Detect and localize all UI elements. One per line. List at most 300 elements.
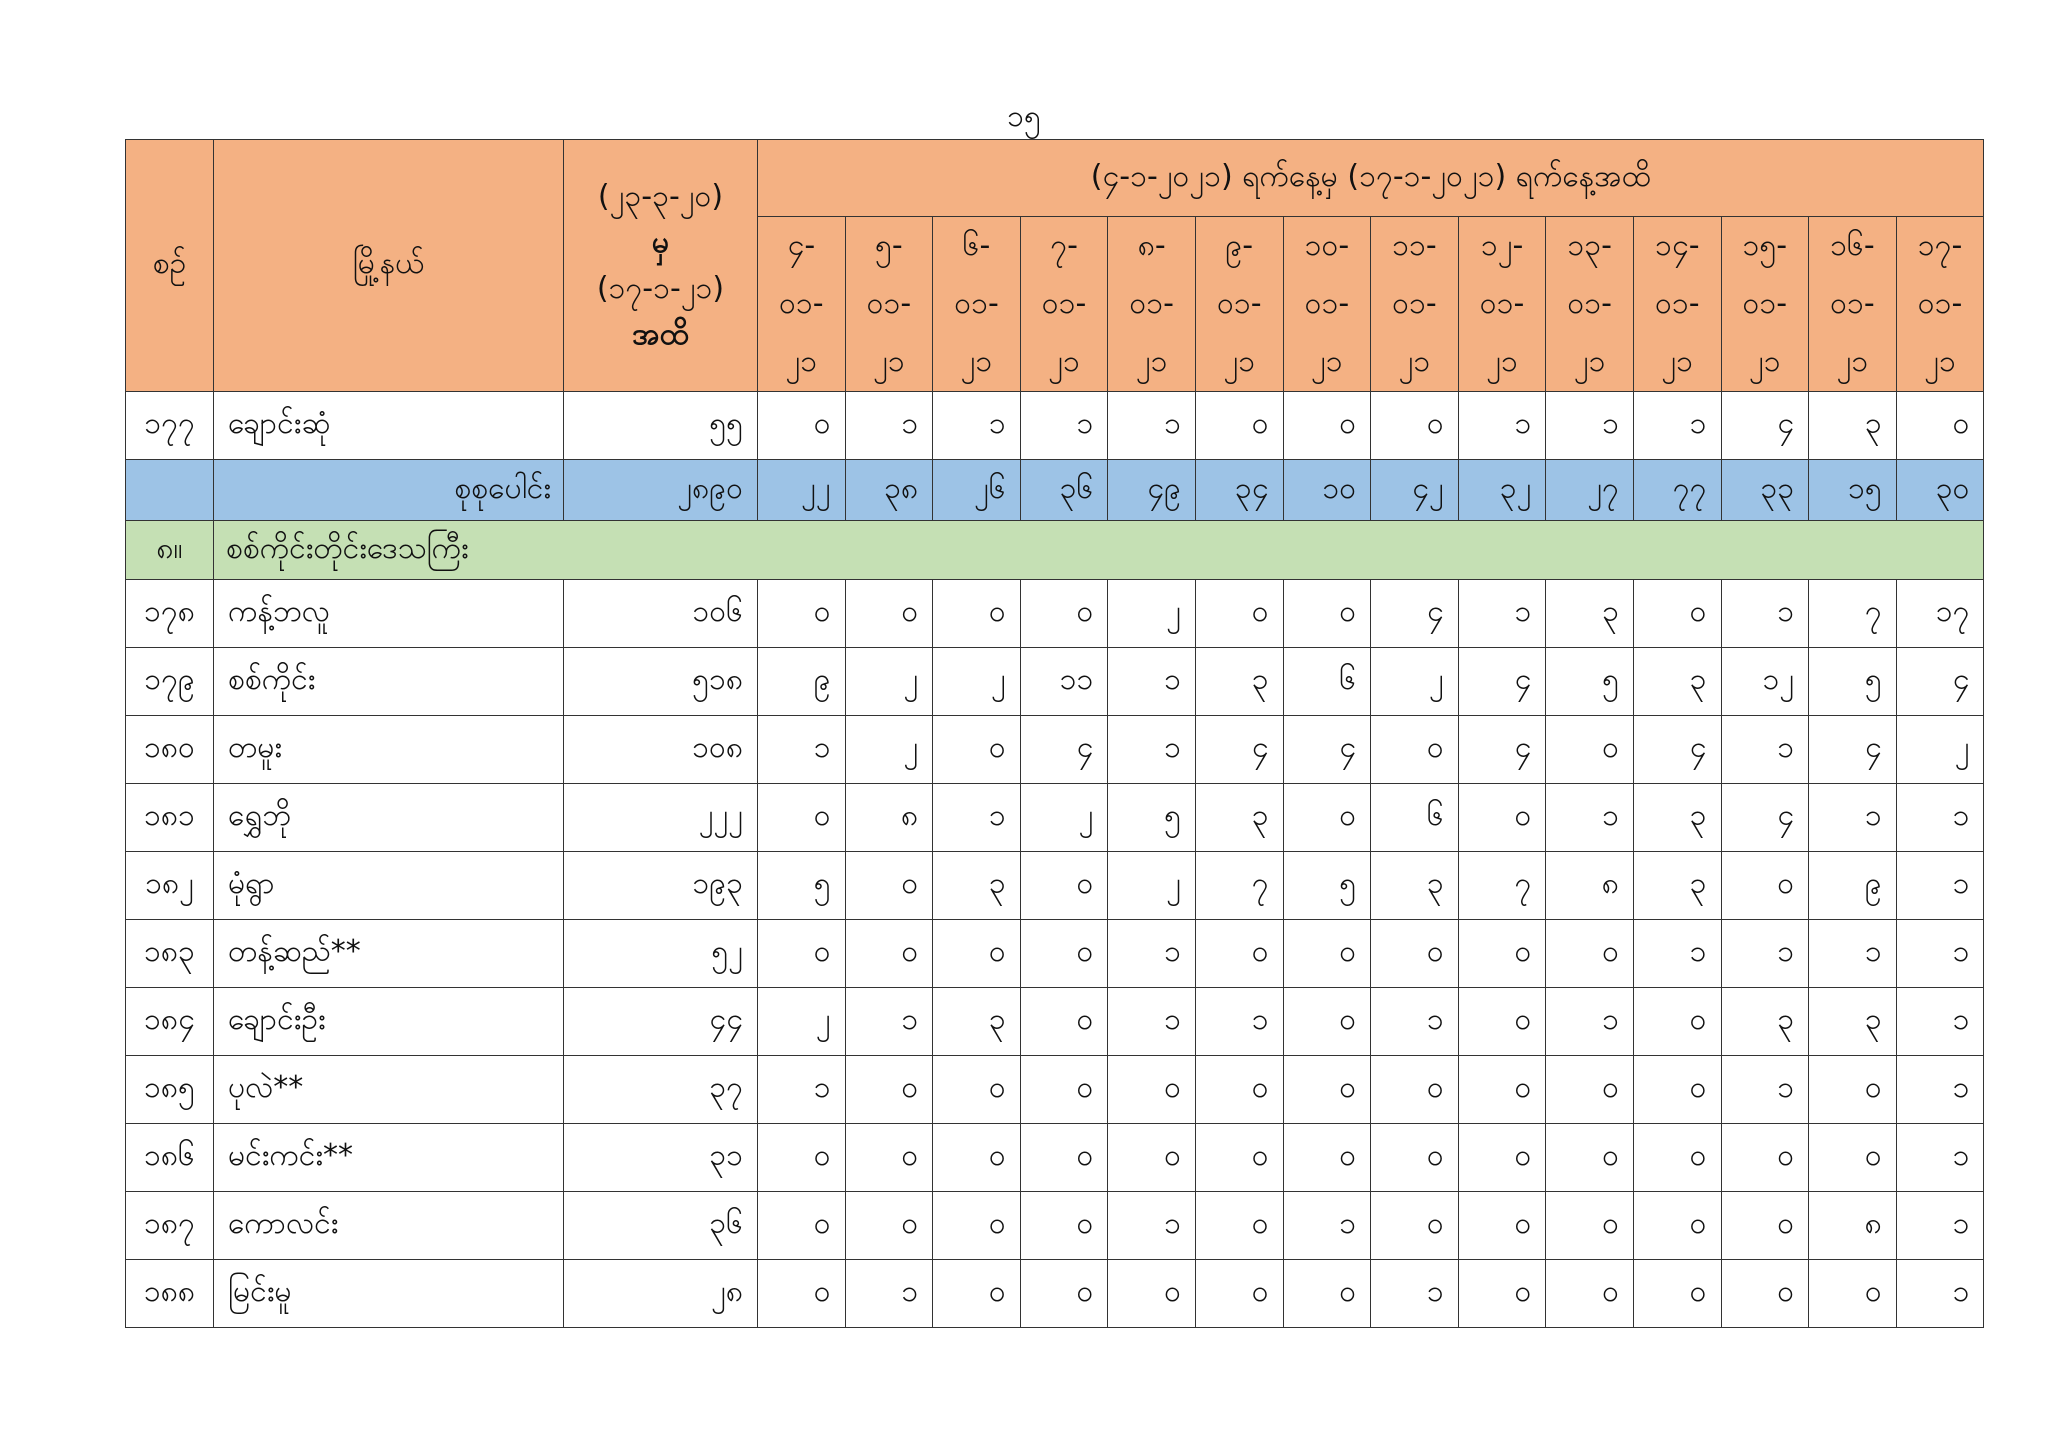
day-value-cell: ၂	[845, 716, 933, 784]
date-part: ၂၁	[785, 344, 818, 379]
header-township: မြို့နယ်	[214, 140, 564, 392]
date-part: ၆-	[962, 228, 991, 263]
day-value-cell: ၉	[758, 648, 846, 716]
day-value-cell: ၁	[1108, 392, 1196, 460]
day-value-cell: ၄	[1458, 716, 1546, 784]
day-value-cell: ၄	[1721, 784, 1809, 852]
day-value-cell: ၄	[1721, 392, 1809, 460]
day-value-cell: ၀	[1371, 1124, 1459, 1192]
day-value-cell: ၀	[845, 920, 933, 988]
day-value-cell: ၀	[1546, 920, 1634, 988]
day-value-cell: ၄	[1458, 648, 1546, 716]
day-value-cell: ၀	[1633, 1192, 1721, 1260]
day-value-cell: ၁	[1546, 784, 1634, 852]
date-part: ၂၁	[1924, 344, 1956, 379]
day-value-cell: ၂	[1020, 784, 1108, 852]
serial-cell: ၁၈၁	[126, 784, 214, 852]
cumulative-cell: ၃၆	[564, 1192, 758, 1260]
date-part: ၁၁-	[1392, 228, 1437, 263]
date-part: ၂၁	[1836, 344, 1869, 379]
day-value-cell: ၄	[1809, 716, 1897, 784]
day-value-cell: ၀	[758, 784, 846, 852]
township-cell: မင်းကင်း**	[214, 1124, 564, 1192]
day-value-cell: ၀	[845, 1124, 933, 1192]
day-value-cell: ၈	[1809, 1192, 1897, 1260]
day-value-cell: ၀	[1458, 988, 1546, 1056]
day-value-cell: ၀	[758, 920, 846, 988]
header-date-2	[845, 217, 933, 392]
day-value-cell: ၀	[1283, 784, 1371, 852]
date-part: ၂၁	[1311, 344, 1343, 379]
date-part: ၀၁-	[1216, 286, 1262, 321]
day-value-cell: ၅	[1546, 648, 1634, 716]
day-value-cell: ၃	[1809, 392, 1897, 460]
day-value-cell: ၂၆	[933, 460, 1021, 521]
day-value-cell: ၁	[1896, 784, 1984, 852]
township-cell: တမူး	[214, 716, 564, 784]
day-value-cell: ၀	[1896, 392, 1984, 460]
day-value-cell: ၀	[1020, 1124, 1108, 1192]
day-value-cell: ၄	[1896, 648, 1984, 716]
header-row-1	[126, 140, 1984, 217]
day-value-cell: ၀	[1371, 1192, 1459, 1260]
day-value-cell: ၀	[1195, 1056, 1283, 1124]
day-value-cell: ၁	[1721, 1056, 1809, 1124]
day-value-cell: ၀	[1546, 1124, 1634, 1192]
date-part: ၀၁-	[1742, 286, 1788, 321]
date-part: ၀၁-	[866, 286, 912, 321]
region-number: ၈။	[126, 521, 214, 580]
day-value-cell: ၁	[1546, 392, 1634, 460]
serial-cell: ၁၇၉	[126, 648, 214, 716]
day-value-cell: ၀	[1633, 1056, 1721, 1124]
table-row	[126, 852, 1984, 920]
day-value-cell: ၀	[1458, 1124, 1546, 1192]
cumulative-cell: ၃၇	[564, 1056, 758, 1124]
day-value-cell: ၁	[1108, 1192, 1196, 1260]
day-value-cell: ၀	[1020, 988, 1108, 1056]
day-value-cell: ၀	[1195, 920, 1283, 988]
table-row	[126, 1124, 1984, 1192]
day-value-cell: ၀	[1546, 716, 1634, 784]
day-value-cell: ၃၆	[1020, 460, 1108, 521]
day-value-cell: ၀	[1371, 392, 1459, 460]
date-part: ၀၁-	[954, 286, 999, 321]
day-value-cell: ၀	[1195, 1124, 1283, 1192]
township-cell: ကောလင်း	[214, 1192, 564, 1260]
day-value-cell: ၂	[845, 648, 933, 716]
day-value-cell: ၀	[1108, 1124, 1196, 1192]
day-value-cell: ၀	[933, 1124, 1021, 1192]
township-cell: တန့်ဆည်**	[214, 920, 564, 988]
header-date-9	[1458, 217, 1546, 392]
date-part: ၅-	[875, 228, 903, 263]
day-value-cell: ၇	[1809, 580, 1897, 648]
day-value-cell: ၁	[845, 392, 933, 460]
date-part: ၉-	[1225, 228, 1254, 263]
day-value-cell: ၀	[1195, 1192, 1283, 1260]
date-part: ၇-	[1050, 228, 1078, 263]
day-value-cell: ၅	[758, 852, 846, 920]
day-value-cell: ၃၈	[845, 460, 933, 521]
header-serial: စဉ်	[126, 140, 214, 392]
day-value-cell: ၀	[933, 716, 1021, 784]
day-value-cell: ၉	[1809, 852, 1897, 920]
township-cell: ချောင်းဆုံ	[214, 392, 564, 460]
day-value-cell: ၁၀	[1283, 460, 1371, 521]
day-value-cell: ၀	[933, 1192, 1021, 1260]
day-value-cell: ၆	[1283, 648, 1371, 716]
day-value-cell: ၃	[933, 852, 1021, 920]
day-value-cell: ၁	[1633, 920, 1721, 988]
date-part: ၈-	[1137, 228, 1166, 263]
day-value-cell: ၈	[1546, 852, 1634, 920]
day-value-cell: ၁၇	[1896, 580, 1984, 648]
day-value-cell: ၂၂	[758, 460, 846, 521]
date-part: ၂၁	[1661, 344, 1694, 379]
day-value-cell: ၈	[845, 784, 933, 852]
day-value-cell: ၁	[758, 716, 846, 784]
township-cell: ချောင်းဦး	[214, 988, 564, 1056]
day-value-cell: ၀	[845, 1192, 933, 1260]
day-value-cell: ၃	[1195, 784, 1283, 852]
date-part: ၄-	[787, 228, 816, 263]
header-date-14	[1896, 217, 1984, 392]
header-cumulative	[564, 140, 758, 392]
day-value-cell: ၀	[1020, 1056, 1108, 1124]
day-value-cell: ၁	[1108, 716, 1196, 784]
day-value-cell: ၁	[1633, 392, 1721, 460]
day-value-cell: ၄	[1633, 716, 1721, 784]
region-name: စစ်ကိုင်းတိုင်းဒေသကြီး	[214, 521, 1984, 580]
date-part: ၀၁-	[1917, 286, 1963, 321]
day-value-cell: ၃၄	[1195, 460, 1283, 521]
day-value-cell: ၁	[845, 1260, 933, 1328]
day-value-cell: ၂	[758, 988, 846, 1056]
header-date-7	[1283, 217, 1371, 392]
township-cell: မြင်းမူ	[214, 1260, 564, 1328]
day-value-cell: ၁	[1896, 1124, 1984, 1192]
day-value-cell: ၇	[1458, 852, 1546, 920]
day-value-cell: ၁	[1896, 1056, 1984, 1124]
date-part: ၀၁-	[1479, 286, 1525, 321]
day-value-cell: ၀	[1371, 716, 1459, 784]
day-value-cell: ၀	[1809, 1056, 1897, 1124]
day-value-cell: ၀	[1020, 580, 1108, 648]
date-part: ၂၁	[1398, 344, 1431, 379]
header-date-1	[758, 217, 846, 392]
day-value-cell: ၁	[1283, 1192, 1371, 1260]
day-value-cell: ၀	[1195, 392, 1283, 460]
day-value-cell: ၃၀	[1896, 460, 1984, 521]
day-value-cell: ၀	[845, 852, 933, 920]
day-value-cell: ၃	[933, 988, 1021, 1056]
date-part: ၁၅-	[1742, 228, 1788, 263]
day-value-cell: ၁	[1721, 920, 1809, 988]
cumulative-cell: ၂၈	[564, 1260, 758, 1328]
table-row	[126, 648, 1984, 716]
day-value-cell: ၀	[1371, 920, 1459, 988]
header-date-6	[1195, 217, 1283, 392]
date-part: ၂၁	[1048, 344, 1080, 379]
table-row	[126, 1056, 1984, 1124]
day-value-cell: ၀	[1546, 1056, 1634, 1124]
serial-cell: ၁၈၄	[126, 988, 214, 1056]
day-value-cell: ၁	[1108, 988, 1196, 1056]
day-value-cell: ၀	[933, 920, 1021, 988]
day-value-cell: ၀	[1633, 988, 1721, 1056]
day-value-cell: ၀	[1458, 784, 1546, 852]
day-value-cell: ၁	[1721, 716, 1809, 784]
cumulative-cell: ၅၁၈	[564, 648, 758, 716]
day-value-cell: ၃	[1546, 580, 1634, 648]
date-part: ၂၁	[960, 344, 993, 379]
date-part: ၀၁-	[779, 286, 824, 321]
serial-cell: ၁၈၀	[126, 716, 214, 784]
day-value-cell: ၀	[1020, 920, 1108, 988]
serial-cell: ၁၈၂	[126, 852, 214, 920]
township-cell: မုံရွာ	[214, 852, 564, 920]
day-value-cell: ၀	[933, 1056, 1021, 1124]
date-part: ၂၁	[873, 344, 905, 379]
day-value-cell: ၂၇	[1546, 460, 1634, 521]
day-value-cell: ၀	[1020, 1260, 1108, 1328]
table-row	[126, 920, 1984, 988]
table-row-177	[126, 392, 1984, 460]
day-value-cell: ၂	[933, 648, 1021, 716]
serial-cell: ၁၈၇	[126, 1192, 214, 1260]
day-value-cell: ၁	[1108, 648, 1196, 716]
header-date-10	[1546, 217, 1634, 392]
day-value-cell: ၀	[1633, 1124, 1721, 1192]
date-part: ၀၁-	[1567, 286, 1612, 321]
day-value-cell: ၁	[1371, 988, 1459, 1056]
day-value-cell: ၁	[1371, 1260, 1459, 1328]
day-value-cell: ၁	[845, 988, 933, 1056]
date-part: ၂၁	[1749, 344, 1781, 379]
day-value-cell: ၀	[845, 1056, 933, 1124]
date-part: ၁၃-	[1567, 228, 1612, 263]
date-part: ၀၁-	[1129, 286, 1174, 321]
day-value-cell: ၀	[1371, 1056, 1459, 1124]
day-value-cell: ၀	[1809, 1124, 1897, 1192]
day-value-cell: ၅	[1283, 852, 1371, 920]
day-value-cell: ၃	[1721, 988, 1809, 1056]
header-date-4	[1020, 217, 1108, 392]
day-value-cell: ၃၂	[1458, 460, 1546, 521]
day-value-cell: ၀	[1458, 1192, 1546, 1260]
day-value-cell: ၀	[1546, 1260, 1634, 1328]
day-value-cell: ၆	[1371, 784, 1459, 852]
day-value-cell: ၁	[1458, 392, 1546, 460]
date-part: ၁၂-	[1480, 228, 1524, 263]
serial-cell: ၁၈၅	[126, 1056, 214, 1124]
day-value-cell: ၁၁	[1020, 648, 1108, 716]
day-value-cell: ၇၇	[1633, 460, 1721, 521]
day-value-cell: ၂	[1896, 716, 1984, 784]
day-value-cell: ၁	[933, 392, 1021, 460]
day-value-cell: ၁	[1108, 920, 1196, 988]
cumulative-from: (၂၃-၃-၂၀)	[597, 178, 724, 214]
table-row	[126, 1192, 1984, 1260]
day-value-cell: ၁	[1896, 852, 1984, 920]
serial-cell: ၁၇၇	[126, 392, 214, 460]
day-value-cell: ၅	[1108, 784, 1196, 852]
region-row	[126, 521, 1984, 580]
day-value-cell: ၀	[933, 580, 1021, 648]
day-value-cell: ၁	[933, 784, 1021, 852]
township-cell: ပုလဲ**	[214, 1056, 564, 1124]
header-date-12	[1721, 217, 1809, 392]
header-range-title: (၄-၁-၂၀၂၁) ရက်နေ့မှ (၁၇-၁-၂၀၂၁) ရက်နေ့အထိ	[758, 140, 1984, 217]
day-value-cell: ၀	[1283, 580, 1371, 648]
day-value-cell: ၃၃	[1721, 460, 1809, 521]
day-value-cell: ၀	[1721, 852, 1809, 920]
day-value-cell: ၀	[1020, 852, 1108, 920]
header-date-3	[933, 217, 1021, 392]
day-value-cell: ၁	[1458, 580, 1546, 648]
day-value-cell: ၃	[1633, 852, 1721, 920]
day-value-cell: ၃	[1371, 852, 1459, 920]
day-value-cell: ၀	[1108, 1056, 1196, 1124]
day-value-cell: ၁၅	[1809, 460, 1897, 521]
day-value-cell: ၀	[1546, 1192, 1634, 1260]
date-part: ၂၁	[1573, 344, 1606, 379]
serial-cell: ၁၈၃	[126, 920, 214, 988]
day-value-cell: ၄	[1020, 716, 1108, 784]
day-value-cell: ၃	[1809, 988, 1897, 1056]
date-part: ၀၁-	[1304, 286, 1350, 321]
day-value-cell: ၀	[1809, 1260, 1897, 1328]
day-value-cell: ၂	[1108, 852, 1196, 920]
day-value-cell: ၁	[1020, 392, 1108, 460]
cases-table	[125, 139, 1984, 1328]
cumulative-cell: ၁၀၆	[564, 580, 758, 648]
cumulative-cell: ၄၄	[564, 988, 758, 1056]
day-value-cell: ၀	[1633, 1260, 1721, 1328]
day-value-cell: ၀	[1458, 1056, 1546, 1124]
day-value-cell: ၀	[758, 580, 846, 648]
day-value-cell: ၀	[1195, 580, 1283, 648]
day-value-cell: ၀	[1283, 1056, 1371, 1124]
table-row	[126, 1260, 1984, 1328]
day-value-cell: ၄၉	[1108, 460, 1196, 521]
day-value-cell: ၀	[1721, 1124, 1809, 1192]
day-value-cell: ၀	[758, 392, 846, 460]
date-part: ၂၁	[1486, 344, 1518, 379]
date-part: ၁၄-	[1654, 228, 1700, 263]
header-date-5	[1108, 217, 1196, 392]
township-cell: စစ်ကိုင်း	[214, 648, 564, 716]
day-value-cell: ၄	[1371, 580, 1459, 648]
cumulative-cell: ၁၉၃	[564, 852, 758, 920]
day-value-cell: ၁	[1896, 920, 1984, 988]
subtotal-empty	[126, 460, 214, 521]
serial-cell: ၁၈၆	[126, 1124, 214, 1192]
day-value-cell: ၀	[1108, 1260, 1196, 1328]
day-value-cell: ၀	[1633, 580, 1721, 648]
table-row	[126, 580, 1984, 648]
day-value-cell: ၀	[1020, 1192, 1108, 1260]
date-part: ၀၁-	[1392, 286, 1437, 321]
day-value-cell: ၁	[1896, 988, 1984, 1056]
day-value-cell: ၀	[933, 1260, 1021, 1328]
day-value-cell: ၂	[1371, 648, 1459, 716]
day-value-cell: ၀	[1283, 1124, 1371, 1192]
day-value-cell: ၀	[758, 1260, 846, 1328]
subtotal-cumulative: ၂၈၉၀	[564, 460, 758, 521]
header-date-13	[1809, 217, 1897, 392]
day-value-cell: ၀	[1283, 1260, 1371, 1328]
day-value-cell: ၀	[1458, 1260, 1546, 1328]
cumulative-cell: ၃၁	[564, 1124, 758, 1192]
day-value-cell: ၁	[1546, 988, 1634, 1056]
date-part: ၂၁	[1135, 344, 1168, 379]
day-value-cell: ၀	[1721, 1192, 1809, 1260]
serial-cell: ၁၈၈	[126, 1260, 214, 1328]
day-value-cell: ၁	[1809, 920, 1897, 988]
day-value-cell: ၁	[1896, 1260, 1984, 1328]
day-value-cell: ၃	[1195, 648, 1283, 716]
day-value-cell: ၁၂	[1721, 648, 1809, 716]
day-value-cell: ၀	[758, 1124, 846, 1192]
cumulative-until: အထိ	[632, 316, 689, 352]
day-value-cell: ၀	[1283, 392, 1371, 460]
day-value-cell: ၀	[1458, 920, 1546, 988]
day-value-cell: ၀	[1721, 1260, 1809, 1328]
day-value-cell: ၀	[1195, 1260, 1283, 1328]
date-part: ၁၆-	[1830, 228, 1875, 263]
header-date-11	[1633, 217, 1721, 392]
day-value-cell: ၀	[1283, 988, 1371, 1056]
day-value-cell: ၅	[1809, 648, 1897, 716]
cumulative-mid: မှ	[651, 224, 670, 260]
cumulative-cell: ၅၅	[564, 392, 758, 460]
day-value-cell: ၁	[1195, 988, 1283, 1056]
day-value-cell: ၂	[1108, 580, 1196, 648]
cumulative-cell: ၅၂	[564, 920, 758, 988]
table-row	[126, 716, 1984, 784]
day-value-cell: ၁	[1721, 580, 1809, 648]
table-row	[126, 988, 1984, 1056]
date-part: ၁၇-	[1917, 228, 1963, 263]
date-part: ၀၁-	[1830, 286, 1875, 321]
day-value-cell: ၁	[758, 1056, 846, 1124]
day-value-cell: ၁	[1896, 1192, 1984, 1260]
serial-cell: ၁၇၈	[126, 580, 214, 648]
day-value-cell: ၄	[1283, 716, 1371, 784]
date-part: ၀၁-	[1654, 286, 1700, 321]
table-row	[126, 784, 1984, 852]
day-value-cell: ၀	[845, 580, 933, 648]
day-value-cell: ၇	[1195, 852, 1283, 920]
day-value-cell: ၃	[1633, 648, 1721, 716]
township-cell: ရွှေဘို	[214, 784, 564, 852]
day-value-cell: ၃	[1633, 784, 1721, 852]
cumulative-to: (၁၇-၁-၂၁)	[596, 270, 725, 306]
date-part: ၁၀-	[1304, 228, 1350, 263]
day-value-cell: ၄၂	[1371, 460, 1459, 521]
header-date-8	[1371, 217, 1459, 392]
day-value-cell: ၄	[1195, 716, 1283, 784]
cumulative-cell: ၂၂၂	[564, 784, 758, 852]
page-number: ၁၅	[1007, 99, 1041, 134]
day-value-cell: ၀	[758, 1192, 846, 1260]
date-part: ၀၁-	[1041, 286, 1087, 321]
day-value-cell: ၁	[1809, 784, 1897, 852]
day-value-cell: ၀	[1283, 920, 1371, 988]
subtotal-row	[126, 460, 1984, 521]
